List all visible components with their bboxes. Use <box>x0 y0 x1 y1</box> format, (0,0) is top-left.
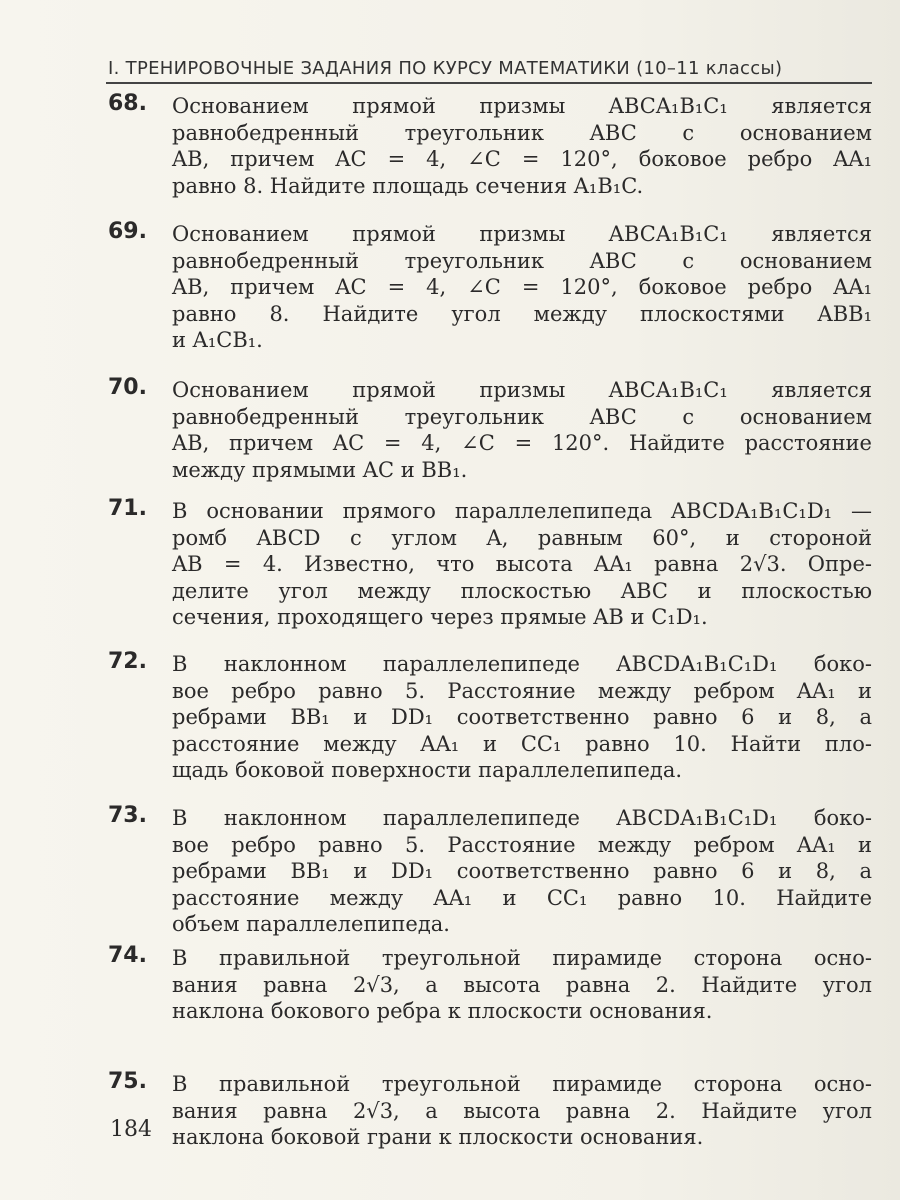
problem-text-line: ребрами BB₁ и DD₁ соответственно равно 6 и 8, а <box>172 705 872 729</box>
problem-number: 72. <box>108 649 147 674</box>
problem-item <box>108 646 872 784</box>
running-header: I. ТРЕНИРОВОЧНЫЕ ЗАДАНИЯ ПО КУРСУ МАТЕМАТИКИ (10–11 классы) <box>108 58 783 79</box>
problem-text-line: Основанием прямой призмы ABCA₁B₁C₁ является <box>172 94 872 118</box>
problem-text-line: наклона боковой грани к плоскости основания. <box>172 1125 704 1149</box>
problem-text-line: делите угол между плоскостью ABC и плоскостью <box>172 578 872 603</box>
problem-text-line: Основанием прямой призмы ABCA₁B₁C₁ является <box>172 222 872 246</box>
problem-text-line: равно 8. Найдите площадь сечения A₁B₁C. <box>172 173 644 198</box>
problem-number: 71. <box>108 496 147 521</box>
problem-item <box>108 372 872 483</box>
problem-text-line: AB, причем AC = 4, ∠C = 120°, боковое ребро AA₁ <box>172 275 872 299</box>
page-number: 184 <box>110 1117 152 1142</box>
problem-text-line: щадь боковой поверхности параллелепипеда. <box>172 758 683 782</box>
problem-number: 70. <box>108 375 147 400</box>
problem-text-line: сечения, проходящего через прямые AB и C₁D₁. <box>172 605 708 629</box>
problem-item <box>108 88 872 199</box>
problem-text-line: вания равна 2√3, а высота равна 2. Найдите угол <box>172 1098 872 1123</box>
problem-text-line: В правильной треугольной пирамиде сторона осно- <box>172 1072 872 1096</box>
problem-number: 74. <box>108 943 147 968</box>
problem-number: 68. <box>108 91 147 116</box>
problem-text-line: расстояние между AA₁ и CC₁ равно 10. Найдите <box>172 885 872 910</box>
problem-text-line: между прямыми AC и BB₁. <box>172 457 468 482</box>
problem-text-line: вое ребро равно 5. Расстояние между ребром AA₁ и <box>172 678 872 703</box>
problem-text-line: наклона бокового ребра к плоскости основания. <box>172 999 713 1023</box>
problem-text-line: равнобедренный треугольник ABC с основанием <box>172 248 872 273</box>
problem-item <box>108 493 872 631</box>
problem-text-line: равнобедренный треугольник ABC с основанием <box>172 404 872 429</box>
problem-text-line: равно 8. Найдите угол между плоскостями ABB₁ <box>172 301 872 326</box>
problem-item <box>108 800 872 938</box>
problem-text-line: ромб ABCD с углом A, равным 60°, и стороной <box>172 525 872 550</box>
problem-number: 73. <box>108 803 147 828</box>
problem-text-line: ребрами BB₁ и DD₁ соответственно равно 6 и 8, а <box>172 859 872 883</box>
problem-text-line: В основании прямого параллелепипеда ABCDA₁B₁C₁D₁ — <box>172 499 872 523</box>
problem-text-line: объем параллелепипеда. <box>172 912 450 936</box>
problem-number: 75. <box>108 1069 147 1094</box>
problem-text-line: AB = 4. Известно, что высота AA₁ равна 2√3. Опре- <box>172 552 872 576</box>
header-rule <box>106 82 872 84</box>
problem-text-line: расстояние между AA₁ и CC₁ равно 10. Найти пло- <box>172 731 872 756</box>
problem-text-line: AB, причем AC = 4, ∠C = 120°, боковое ребро AA₁ <box>172 147 872 171</box>
problem-text-line: В правильной треугольной пирамиде сторона осно- <box>172 946 872 970</box>
problem-text-line: AB, причем AC = 4, ∠C = 120°. Найдите расстояние <box>172 431 872 455</box>
problem-item <box>108 216 872 354</box>
problem-text-line: и A₁CB₁. <box>172 328 263 352</box>
problem-text-line: равнобедренный треугольник ABC с основанием <box>172 120 872 145</box>
problem-text-line: вания равна 2√3, а высота равна 2. Найдите угол <box>172 972 872 997</box>
problem-item <box>108 1066 872 1151</box>
problem-item <box>108 940 872 1025</box>
problem-number: 69. <box>108 219 147 244</box>
problem-text-line: Основанием прямой призмы ABCA₁B₁C₁ является <box>172 378 872 402</box>
problem-text-line: В наклонном параллелепипеде ABCDA₁B₁C₁D₁ боко- <box>172 806 872 830</box>
problem-text-line: вое ребро равно 5. Расстояние между ребром AA₁ и <box>172 832 872 857</box>
problem-text-line: В наклонном параллелепипеде ABCDA₁B₁C₁D₁ боко- <box>172 652 872 676</box>
